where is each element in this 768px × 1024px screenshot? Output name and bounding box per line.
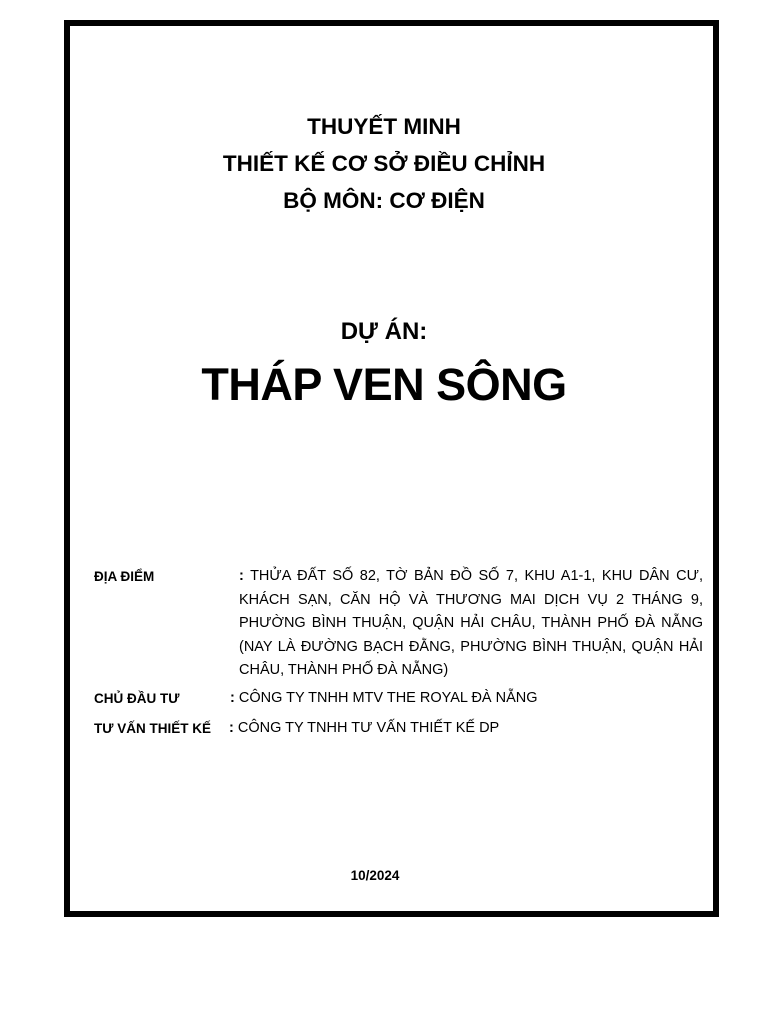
location-text: THỬA ĐẤT SỐ 82, TỜ BẢN ĐỒ SỐ 7, KHU A1-1, KHU DÂN CƯ, KHÁCH SẠN, CĂN HỘ VÀ THƯƠNG MAI DỊCH VỤ 2 THÁNG 9, PHƯỜNG BÌNH THUẬN, QUẬN HẢI CHÂU, THÀNH PHỐ ĐÀ NẴNG (NAY LÀ ĐƯỜNG BẠCH ĐẰNG, PHƯỜNG BÌNH THUẬN, QUẬN HẢI CHÂU, THÀNH PHỐ ĐÀ NẴNG) — [239, 568, 703, 678]
location-row — [94, 565, 703, 680]
document-title — [0, 108, 768, 219]
consultant-row — [94, 717, 703, 741]
location-colon: : — [239, 568, 244, 584]
title-line-2: THIẾT KẾ CƠ SỞ ĐIỀU CHỈNH — [222, 151, 546, 176]
consultant-text: CÔNG TY TNHH TƯ VẤN THIẾT KẾ DP — [237, 720, 500, 736]
owner-value — [230, 687, 538, 711]
owner-row — [94, 687, 703, 711]
owner-label: CHỦ ĐẦU TƯ — [94, 691, 180, 706]
consultant-colon: : — [229, 720, 234, 736]
project-label: DỰ ÁN: — [340, 318, 428, 345]
owner-colon: : — [230, 690, 235, 706]
project-name: THÁP VEN SÔNG — [201, 359, 567, 410]
owner-text: CÔNG TY TNHH MTV THE ROYAL ĐÀ NẴNG — [238, 690, 538, 706]
title-line-1: THUYẾT MINH — [307, 114, 461, 139]
location-label: ĐỊA ĐIỂM — [94, 569, 155, 584]
title-line-3: BỘ MÔN: CƠ ĐIỆN — [283, 188, 485, 213]
consultant-value — [229, 717, 499, 741]
location-value — [239, 565, 703, 683]
consultant-label: TƯ VẤN THIẾT KẾ — [94, 721, 211, 736]
document-date: 10/2024 — [350, 868, 400, 883]
